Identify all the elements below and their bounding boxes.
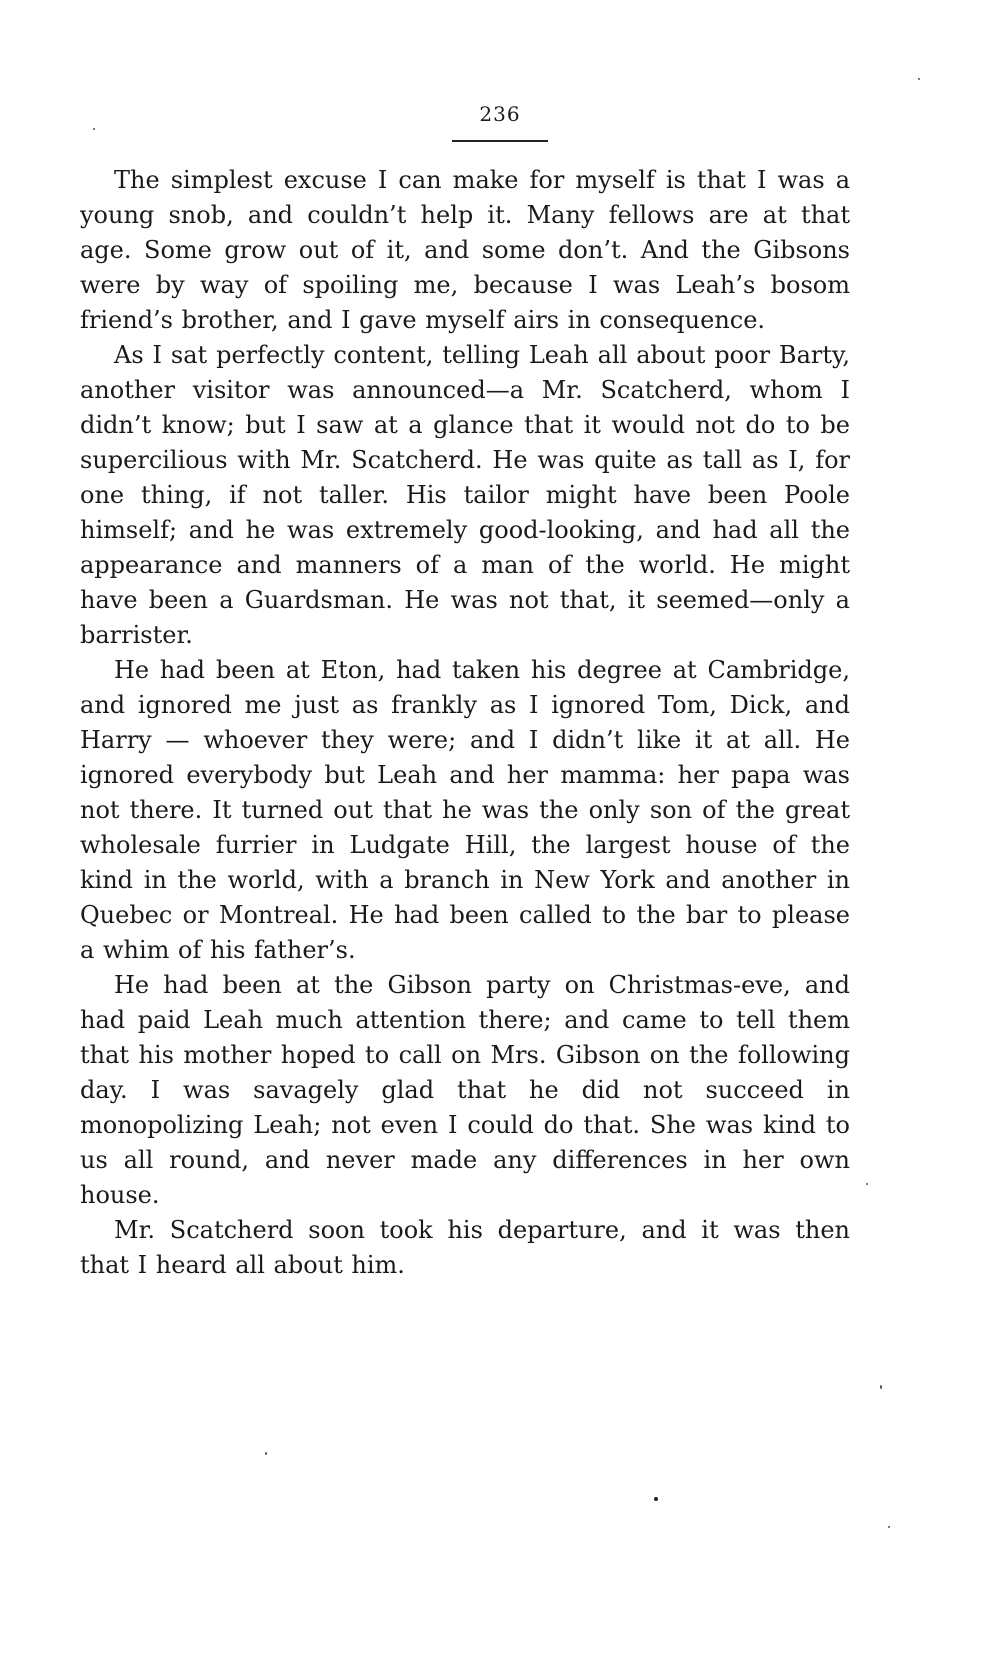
paragraph: He had been at Eton, had taken his degree at Cambridge, and ignored me just as frankly as I ignored Tom, Dick, and Harry — whoever they were; and I didn’t like it at all. He ignored everybody but Leah and her mamma: her papa was not there. It turned out that he was the only son of the great wholesale furrier in Ludgate Hill, the largest house of the kind in the world, with a branch in New York and another in Quebec or Montreal. He had been called to the bar to please a whim of his father’s. — [80, 656, 850, 964]
scan-speck — [866, 1183, 868, 1185]
scan-speck — [654, 1497, 658, 1501]
paragraph: He had been at the Gibson party on Christmas-eve, and had paid Leah much attention there; and came to tell them that his mother hoped to call on Mrs. Gibson on the following day. I was savagely glad that he did not succeed in monopolizing Leah; not even I could do that. She was kind to us all round, and never made any differences in her own house. — [80, 971, 850, 1209]
body-text — [80, 163, 850, 1283]
paragraph: The simplest excuse I can make for myself is that I was a young snob, and couldn’t help it. Many fellows are at that age. Some grow out of it, and some don’t. And the Gibsons were by way of spoiling me, because I was Leah’s bosom friend’s brother, and I gave myself airs in consequence. — [80, 166, 850, 334]
page-number: 236 — [479, 102, 521, 126]
scan-speck — [918, 78, 920, 80]
scan-speck — [888, 1526, 890, 1528]
paragraph: As I sat perfectly content, telling Leah all about poor Barty, another visitor was announced—a Mr. Scatcherd, whom I didn’t know; but I saw at a glance that it would not do to be supercilious with Mr. Scatcherd. He was quite as tall as I, for one thing, if not taller. His tailor might have been Poole himself; and he was extremely good-looking, and had all the appearance and manners of a man of the world. He might have been a Guardsman. He was not that, it seemed—only a barrister. — [80, 341, 850, 649]
scan-speck — [265, 1452, 267, 1455]
paragraph: Mr. Scatcherd soon took his departure, and it was then that I heard all about him. — [80, 1216, 850, 1279]
scan-speck — [93, 128, 95, 130]
header-rule — [452, 140, 548, 142]
scan-speck — [880, 1385, 882, 1389]
